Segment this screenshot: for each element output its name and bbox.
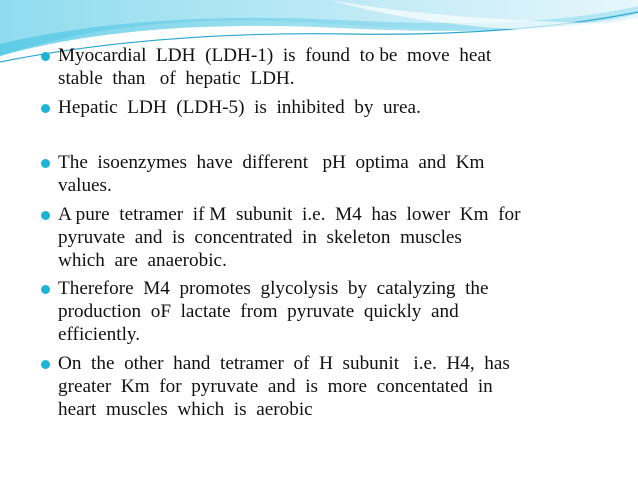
bullet-line: efficiently. [58,324,141,345]
bullet-dot-icon [41,159,50,168]
bullet-dot-icon [41,285,50,294]
bullet-line: On the other hand tetramer of H subunit i.e. H4, has [58,353,510,374]
bullet-line: pyruvate and is concentrated in skeleton muscles [58,227,462,248]
bullet-dot-icon [41,104,50,113]
bullet-line: Myocardial LDH (LDH-1) is found to be move heat [58,45,492,66]
bullet-line: The isoenzymes have different pH optima and Km [58,152,485,173]
bullet-line: stable than of hepatic LDH. [58,68,295,89]
bullet-line: Hepatic LDH (LDH-5) is inhibited by urea. [58,97,421,118]
bullet-line: heart muscles which is aerobic [58,399,313,420]
bullet-line: production oF lactate from pyruvate quickly and [58,301,459,322]
bullet-line: values. [58,175,112,196]
bullet-line: greater Km for pyruvate and is more concentated in [58,376,493,397]
bullet-dot-icon [41,52,50,61]
bullet-dot-icon [41,211,50,220]
bullet-line: A pure tetramer if M subunit i.e. M4 has lower Km for [58,204,521,225]
bullet-line: which are anaerobic. [58,250,227,271]
bullet-line: Therefore M4 promotes glycolysis by catalyzing the [58,278,489,299]
bullet-dot-icon [41,360,50,369]
